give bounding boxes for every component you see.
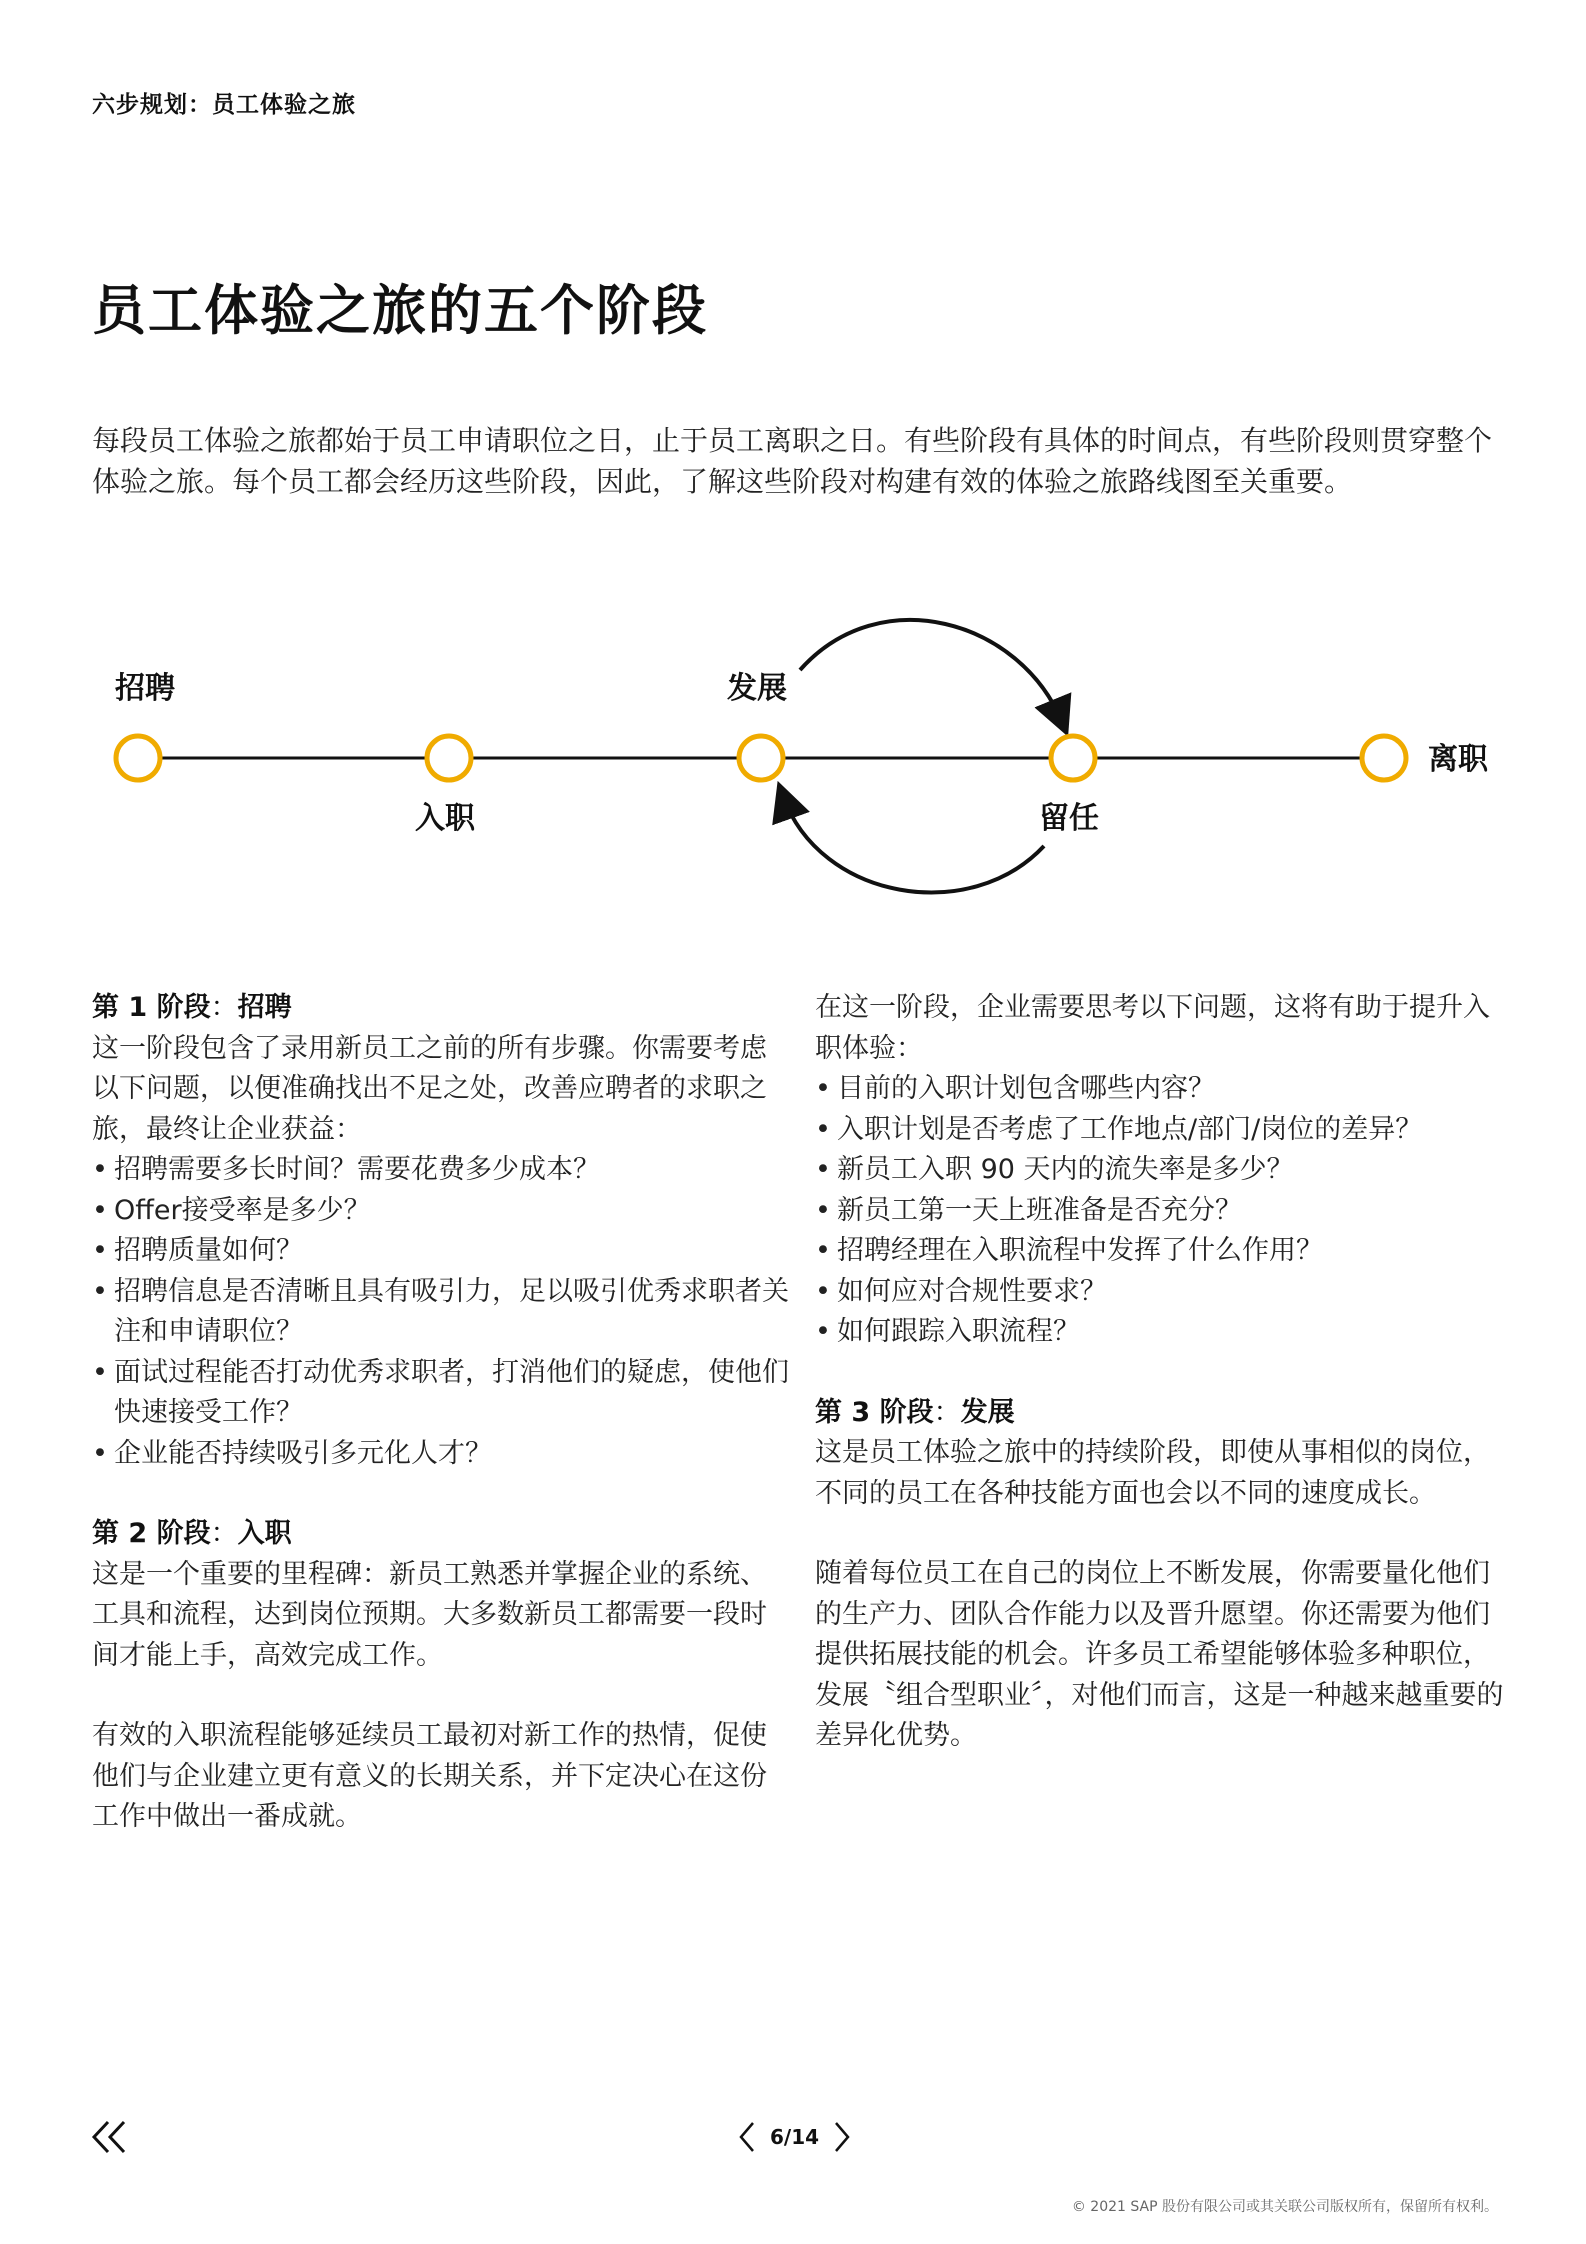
list-item: • 如何跟踪入职流程？ [815,1312,1515,1353]
list-item: • 入职计划是否考虑了工作地点/部门/岗位的差异？ [815,1110,1515,1151]
stage-label-exit: 离职 [1428,742,1488,777]
stage-label-retain: 留任 [1039,801,1099,836]
stage1-heading: 第 1 阶段：招聘 [92,992,292,1023]
list-item: • 招聘经理在入职流程中发挥了什么作用？ [815,1231,1515,1272]
list-item: • Offer接受率是多少？ [92,1191,792,1232]
list-item: • 面试过程能否打动优秀求职者，打消他们的疑虑，使他们快速接受工作？ [92,1353,792,1434]
journey-diagram [0,610,1586,910]
stage-node-onboard [427,736,471,780]
section-label: 六步规划：员工体验之旅 [92,92,356,118]
stage1-question-list [92,1150,792,1474]
double-chevron-left-icon [88,2118,132,2156]
chevron-left-icon [738,2120,756,2154]
stage2-heading: 第 2 阶段：入职 [92,1518,292,1549]
onboarding-questions-intro: 在这一阶段，企业需要思考以下问题，这将有助于提升入职体验： [815,992,1490,1064]
stage3-para1: 这是员工体验之旅中的持续阶段，即使从事相似的岗位，不同的员工在各种技能方面也会以不同的速度成长。 [815,1437,1490,1509]
previous-page-button[interactable] [738,2120,756,2154]
list-item: • 招聘质量如何？ [92,1231,792,1272]
left-column [92,988,792,1838]
onboarding-question-list [815,1069,1515,1353]
intro-paragraph: 每段员工体验之旅都始于员工申请职位之日，止于员工离职之日。有些阶段有具体的时间点，有些阶段则贯穿整个体验之旅。每个员工都会经历这些阶段，因此，了解这些阶段对构建有效的体验之旅路线图至关重要。 [92,424,1493,498]
page-number: 6/14 [770,2125,820,2149]
stage-label-recruit: 招聘 [115,671,175,706]
stage-label-onboard: 入职 [415,801,475,836]
list-item: • 如何应对合规性要求？ [815,1272,1515,1313]
next-page-button[interactable] [833,2120,851,2154]
chevron-right-icon [833,2120,851,2154]
stage-label-develop: 发展 [727,671,787,706]
list-item: • 目前的入职计划包含哪些内容？ [815,1069,1515,1110]
pagination [738,2118,851,2156]
page-title: 员工体验之旅的五个阶段 [92,279,708,342]
stage-node-retain [1051,736,1095,780]
stage2-para1: 这是一个重要的里程碑：新员工熟悉并掌握企业的系统、工具和流程，达到岗位预期。大多数新员工都需要一段时间才能上手，高效完成工作。 [92,1558,767,1671]
stage1-body: 这一阶段包含了录用新员工之前的所有步骤。你需要考虑以下问题，以便准确找出不足之处，改善应聘者的求职之旅，最终让企业获益： [92,1032,767,1145]
list-item: • 新员工第一天上班准备是否充分？ [815,1191,1515,1232]
list-item: • 企业能否持续吸引多元化人才？ [92,1434,792,1475]
stage2-para2: 有效的入职流程能够延续员工最初对新工作的热情，促使他们与企业建立更有意义的长期关系，并下定决心在这份工作中做出一番成就。 [92,1720,767,1832]
stage3-heading: 第 3 阶段：发展 [815,1396,1015,1428]
stage-node-recruit [116,736,160,780]
retention-to-development-arrow [783,796,1044,892]
back-to-start-button[interactable] [88,2118,132,2156]
list-item: • 新员工入职 90 天内的流失率是多少？ [815,1150,1515,1191]
list-item: • 招聘信息是否清晰且具有吸引力，足以吸引优秀求职者关注和申请职位？ [92,1272,792,1353]
right-column [815,988,1515,1757]
stage-node-develop [739,736,783,780]
stage-node-exit [1362,736,1406,780]
copyright-notice: © 2021 SAP 股份有限公司或其关联公司版权所有，保留所有权利。 [1071,2199,1498,2215]
development-to-retention-arrow [800,620,1062,722]
list-item: • 招聘需要多长时间？需要花费多少成本？ [92,1150,792,1191]
stage3-para2: 随着每位员工在自己的岗位上不断发展，你需要量化他们的生产力、团队合作能力以及晋升愿望。你还需要为他们提供拓展技能的机会。许多员工希望能够体验多种职位，发展〝组合型职业〞，对他们而言，这是一种越来越重要的差异化优势。 [815,1558,1504,1751]
